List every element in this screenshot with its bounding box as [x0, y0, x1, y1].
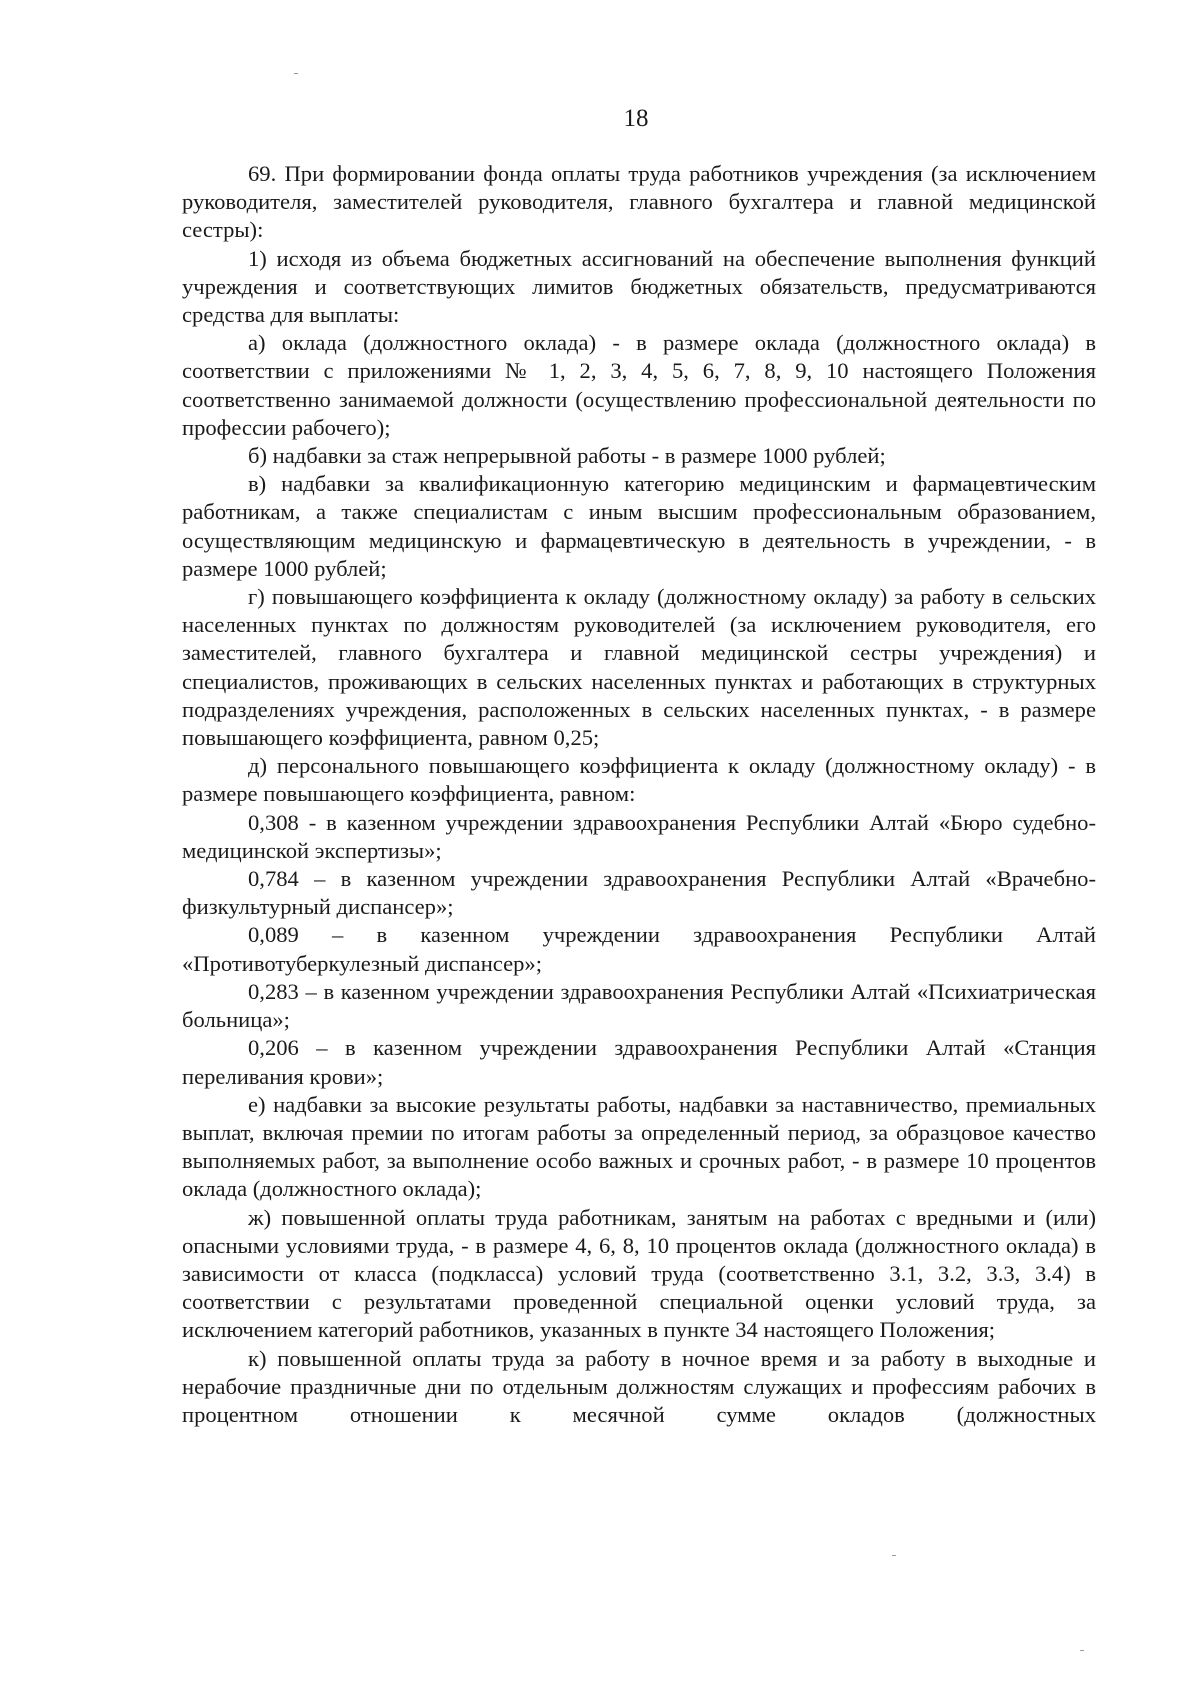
- page-number: 18: [623, 105, 649, 132]
- paragraph-item-d: д) персонального повышающего коэффициента к окладу (должностному окладу) - в размере повышающего коэффициента, равном:: [182, 753, 1096, 807]
- paragraph-69: 69. При формировании фонда оплаты труда работников учреждения (за исключением руководителя, заместителей руководителя, главного бухгалтера и главной медицинской сестры):: [182, 161, 1096, 243]
- coefficient-item: 0,283 – в казенном учреждении здравоохранения Республики Алтай «Психиатрическая больница»;: [182, 978, 1096, 1033]
- scan-speck-bottom: [892, 1555, 896, 1556]
- coefficient-item: 0,206 – в казенном учреждении здравоохранения Республики Алтай «Станция переливания крови»;: [182, 1035, 1096, 1089]
- paragraph-subitem-1: 1) исходя из объема бюджетных ассигнований на обеспечение выполнения функций учреждения и соответствующих лимитов бюджетных обязательств, предусматриваются средства для выплаты:: [182, 245, 1096, 328]
- coefficient-item: 0,308 - в казенном учреждении здравоохранения Республики Алтай «Бюро судебно-медицинской экспертизы»;: [182, 809, 1096, 863]
- coefficient-item: 0,784 – в казенном учреждении здравоохранения Республики Алтай «Врачебно-физкультурный диспансер»;: [182, 866, 1096, 920]
- paragraph-item-zh: ж) повышенной оплаты труда работникам, занятым на работах с вредными и (или) опасными условиями труда, - в размере 4, 6, 8, 10 процентов оклада (должностного оклада) в зависимости от класса (подкласса) условий труда (соответственно 3.1, 3.2, 3.3, 3.4) в соответствии с результатами проведенной специальной оценки условий труда, за исключением категорий работников, указанных в пункте 34 настоящего Положения;: [182, 1204, 1096, 1343]
- paragraph-item-e: е) надбавки за высокие результаты работы, надбавки за наставничество, премиальных выплат, включая премии по итогам работы за определенный период, за образцовое качество выполняемых работ, за выполнение особо важных и срочных работ, - в размере 10 процентов оклада (должностного оклада);: [182, 1091, 1096, 1202]
- paragraph-item-v: в) надбавки за квалификационную категорию медицинским и фармацевтическим работникам, а также специалистам с иным высшим профессиональным образованием, осуществляющим медицинскую и фармацевтическую в деятельность в учреждении, - в размере 1000 рублей;: [182, 471, 1096, 581]
- scan-speck-top: [294, 73, 298, 74]
- paragraph-item-b: б) надбавки за стаж непрерывной работы - в размере 1000 рублей;: [248, 443, 886, 469]
- paragraph-item-a: а) оклада (должностного оклада) - в размере оклада (должностного оклада) в соответствии с приложениями № 1, 2, 3, 4, 5, 6, 7, 8, 9, 10 настоящего Положения соответственно занимаемой должности (осуществлению профессиональной деятельности по профессии рабочего);: [182, 330, 1096, 440]
- paragraph-item-g: г) повышающего коэффициента к окладу (должностному окладу) за работу в сельских населенных пунктах по должностям руководителей (за исключением руководителя, его заместителей, главного бухгалтера и главной медицинской сестры учреждения) и специалистов, проживающих в сельских населенных пунктах и работающих в структурных подразделениях учреждения, расположенных в сельских населенных пунктах, - в размере повышающего коэффициента, равном 0,25;: [182, 584, 1096, 751]
- paragraph-item-k: к) повышенной оплаты труда за работу в ночное время и за работу в выходные и нерабочие праздничные дни по отдельным должностям служащих и профессиям рабочих в процентном отношении к месячной сумме окладов (должностных: [182, 1345, 1096, 1427]
- coefficient-item: 0,089 – в казенном учреждении здравоохранения Республики Алтай «Противотуберкулезный диспансер»;: [182, 922, 1096, 976]
- page-body: [182, 160, 1096, 1429]
- scan-speck-corner: [1080, 1650, 1084, 1651]
